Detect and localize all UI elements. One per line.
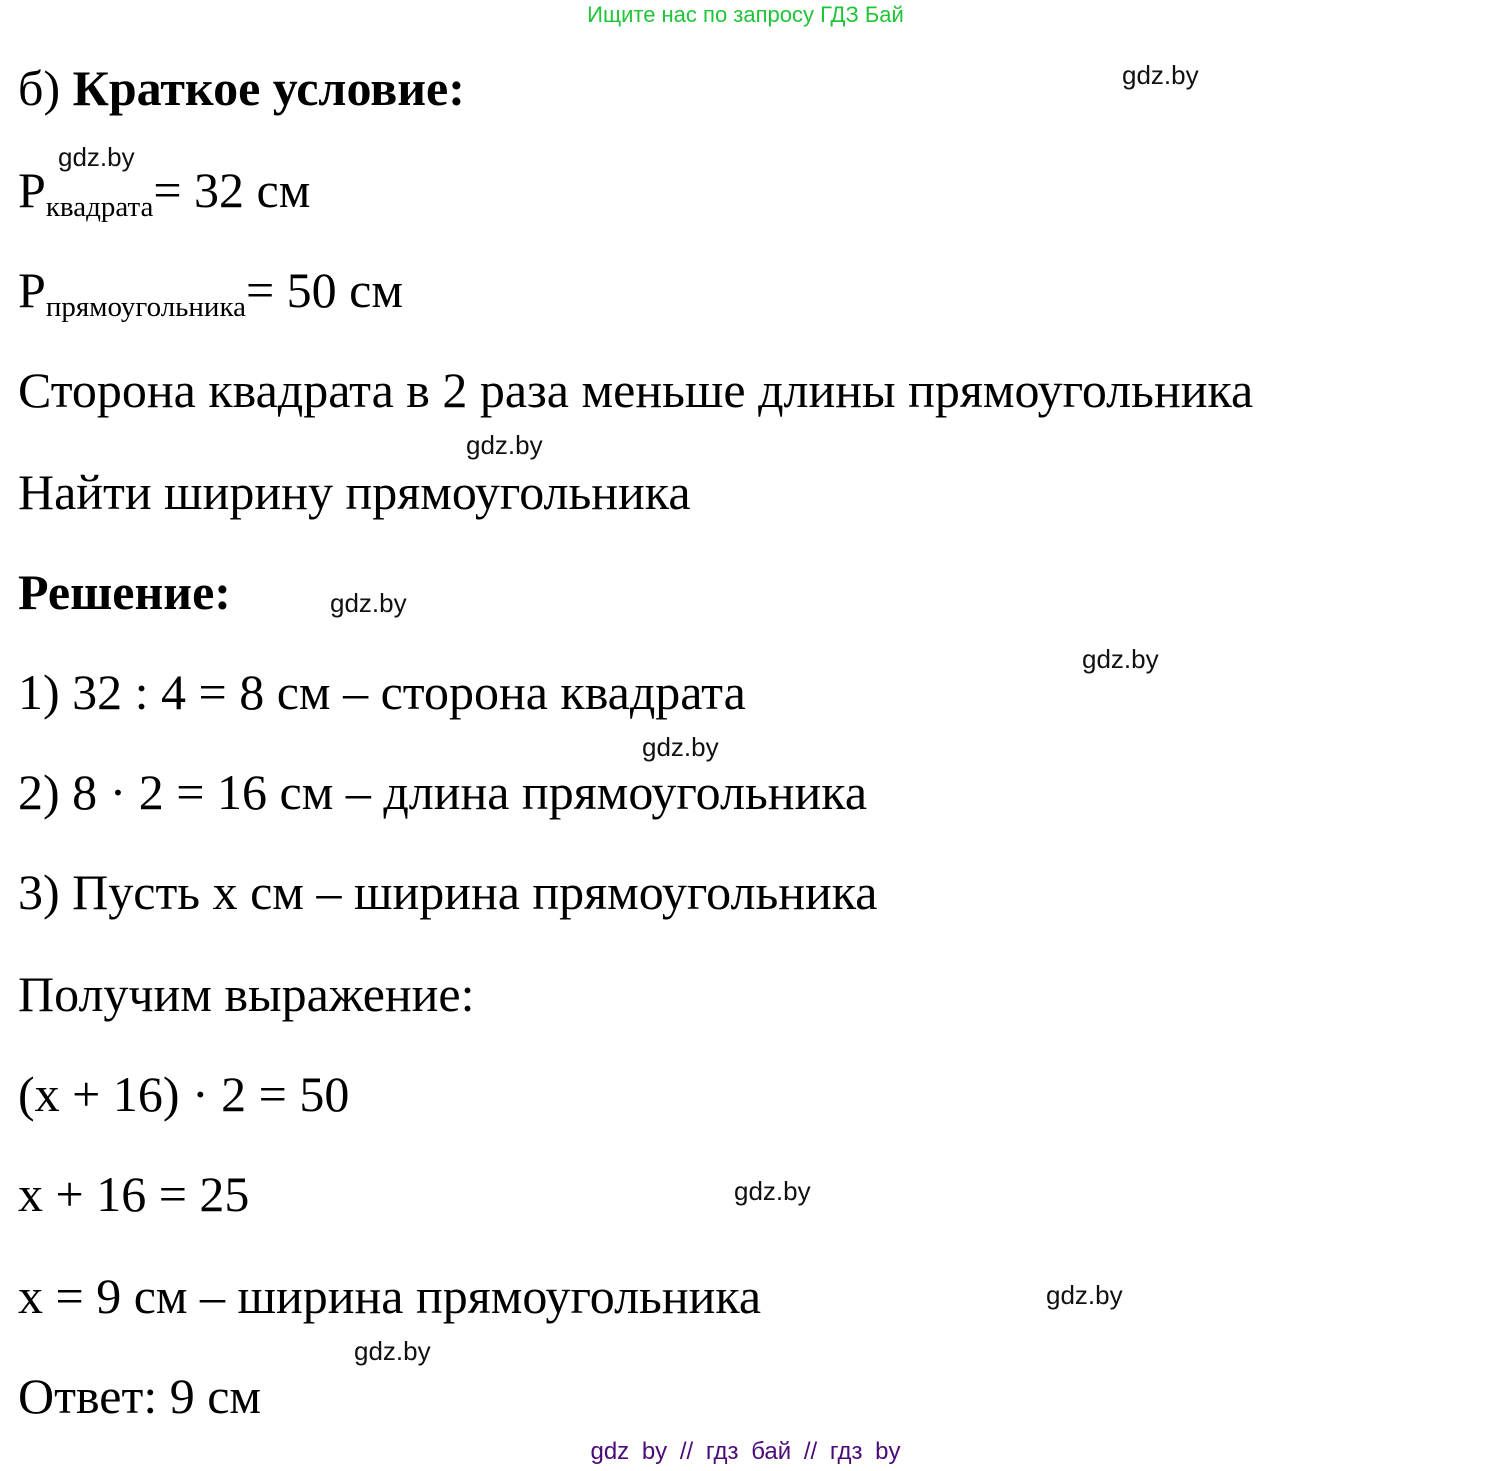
given-rect-perimeter — [18, 260, 403, 337]
watermark: gdz.by — [330, 588, 407, 618]
watermark: gdz.by — [642, 732, 719, 762]
heading-prefix: б) — [18, 60, 73, 116]
solution-title: Решение: — [18, 564, 231, 620]
heading — [18, 58, 465, 118]
watermark: gdz.by — [354, 1336, 431, 1366]
step-3: 3) Пусть x см – ширина прямоугольника — [18, 864, 878, 920]
step-4: Получим выражение: — [18, 966, 475, 1022]
watermark: gdz.by — [1046, 1280, 1123, 1310]
value: = 32 см — [153, 162, 311, 218]
equation-1: (x + 16) · 2 = 50 — [18, 1066, 350, 1122]
symbol: P — [18, 162, 46, 218]
watermark: gdz.by — [1122, 60, 1199, 90]
search-banner[interactable]: Ищите нас по запросу ГДЗ Бай — [587, 2, 904, 27]
subscript: квадрата — [45, 191, 154, 223]
watermark: gdz.by — [58, 142, 135, 172]
task: Найти ширину прямоугольника — [18, 464, 691, 520]
watermark: gdz.by — [466, 430, 543, 460]
heading-title: Краткое условие: — [72, 60, 465, 116]
subscript: прямоугольника — [45, 291, 246, 323]
watermark: gdz.by — [1082, 644, 1159, 674]
step-2: 2) 8 · 2 = 16 см – длина прямоугольника — [18, 764, 868, 820]
step-1: 1) 32 : 4 = 8 см – сторона квадрата — [18, 664, 746, 720]
condition: Сторона квадрата в 2 раза меньше длины прямоугольника — [18, 362, 1254, 418]
equation-2: x + 16 = 25 — [18, 1166, 250, 1222]
footer-links[interactable]: gdz by // гдз бай // гдз by — [590, 1438, 901, 1465]
equation-3: x = 9 см – ширина прямоугольника — [18, 1268, 762, 1324]
symbol: P — [18, 262, 46, 318]
watermark: gdz.by — [734, 1176, 811, 1206]
value: = 50 см — [245, 262, 403, 318]
answer: Ответ: 9 см — [18, 1368, 262, 1424]
